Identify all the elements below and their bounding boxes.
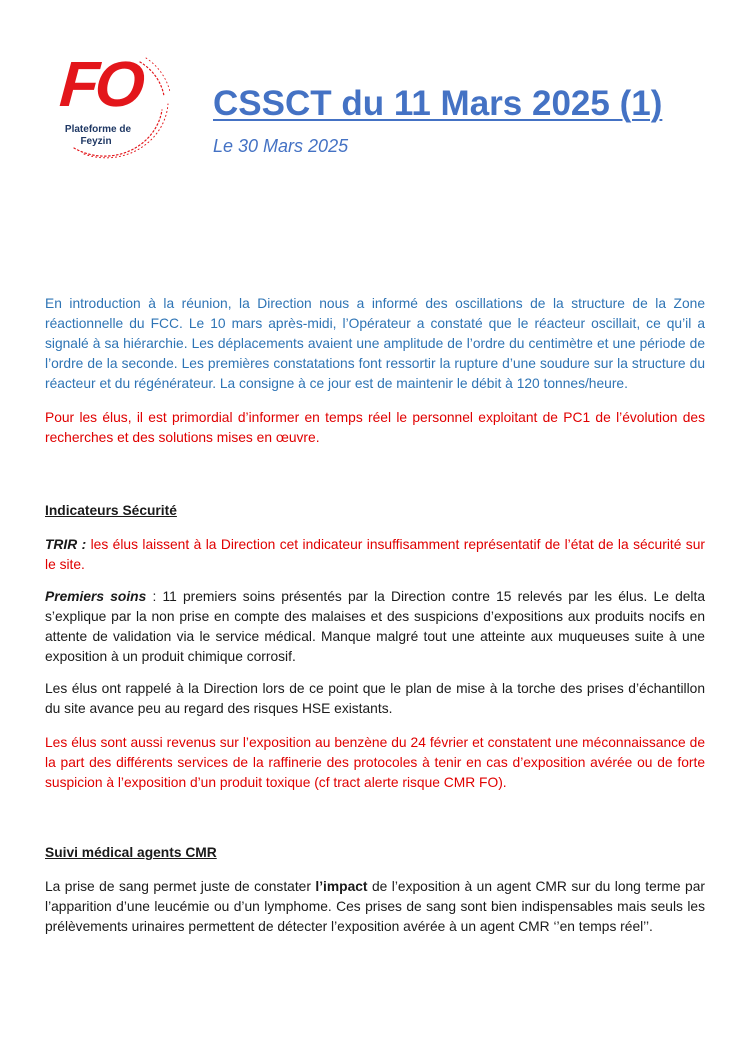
elected-position-paragraph: Pour les élus, il est primordial d’informer en temps réel le personnel exploitant de PC1 de l’évolution des recherches et des solutions mises en œuvre. (45, 410, 705, 445)
medical-paragraph (45, 877, 705, 937)
first-aid-text: : 11 premiers soins présentés par la Direction contre 15 relevés par les élus. Le delta s’explique par la non prise en compte des malaises et des suspicions d’expositions aux produits nocifs en attente de validation via le service médical. Manque malgré tout une atteinte aux muqueuses suite à une exposition à un produit chimique corrosif. (45, 589, 705, 664)
trir-label: TRIR : (45, 537, 87, 552)
trir-text: les élus laissent à la Direction cet indicateur insuffisamment représentatif de l’état de la sécurité sur le site. (45, 537, 705, 572)
medical-text-after: de l’exposition à un agent CMR sur du long terme par l’apparition d’une leucémie ou d’un lymphome. Ces prises de sang sont bien indispensables mais seuls les prélèvements urinaires permettent de détecter l’exposition avérée à un agent CMR ‘’en temps réel’’. (45, 879, 705, 934)
medical-text-strong: l’impact (315, 879, 368, 894)
benzene-paragraph: Les élus sont aussi revenus sur l’exposition au benzène du 24 février et constatent une méconnaissance de la part des différents services de la raffinerie des protocoles à tenir en cas d’exposition avérée ou de forte suspicion à l’exposition d’un produit toxique (cf tract alerte risque CMR FO). (45, 735, 705, 790)
document-title: CSSCT du 11 Mars 2025 (1) (213, 84, 663, 123)
section-heading-medical: Suivi médical agents CMR (45, 845, 217, 860)
document-date: Le 30 Mars 2025 (213, 136, 349, 156)
intro-paragraph: En introduction à la réunion, la Direction nous a informé des oscillations de la structure de la Zone réactionnelle du FCC. Le 10 mars après-midi, l’Opérateur a constaté que le réacteur oscillait, ce qu’il a signalé à sa hiérarchie. Les déplacements avaient une amplitude de l’ordre du centimètre et une période de l’ordre de la seconde. Les premières constatations font ressortir la rupture d’une soudure sur la structure du réacteur et du régénérateur. La consigne à ce jour est de maintenir le débit à 120 tonnes/heure. (45, 296, 705, 391)
section-heading-safety: Indicateurs Sécurité (45, 503, 177, 518)
logo-subtitle-line1: Plateforme de (64, 124, 132, 135)
trir-paragraph (45, 535, 705, 575)
first-aid-label: Premiers soins (45, 589, 147, 604)
fo-logo (44, 48, 172, 166)
logo-fo-letters: FO (57, 48, 144, 120)
torch-plan-paragraph: Les élus ont rappelé à la Direction lors de ce point que le plan de mise à la torche des prises d’échantillon du site avance peu au regard des risques HSE existants. (45, 681, 705, 716)
medical-text-before: La prise de sang permet juste de constater (45, 879, 316, 894)
first-aid-paragraph (45, 587, 705, 667)
document-body (45, 294, 705, 937)
logo-subtitle-line2: Feyzin (80, 136, 112, 147)
